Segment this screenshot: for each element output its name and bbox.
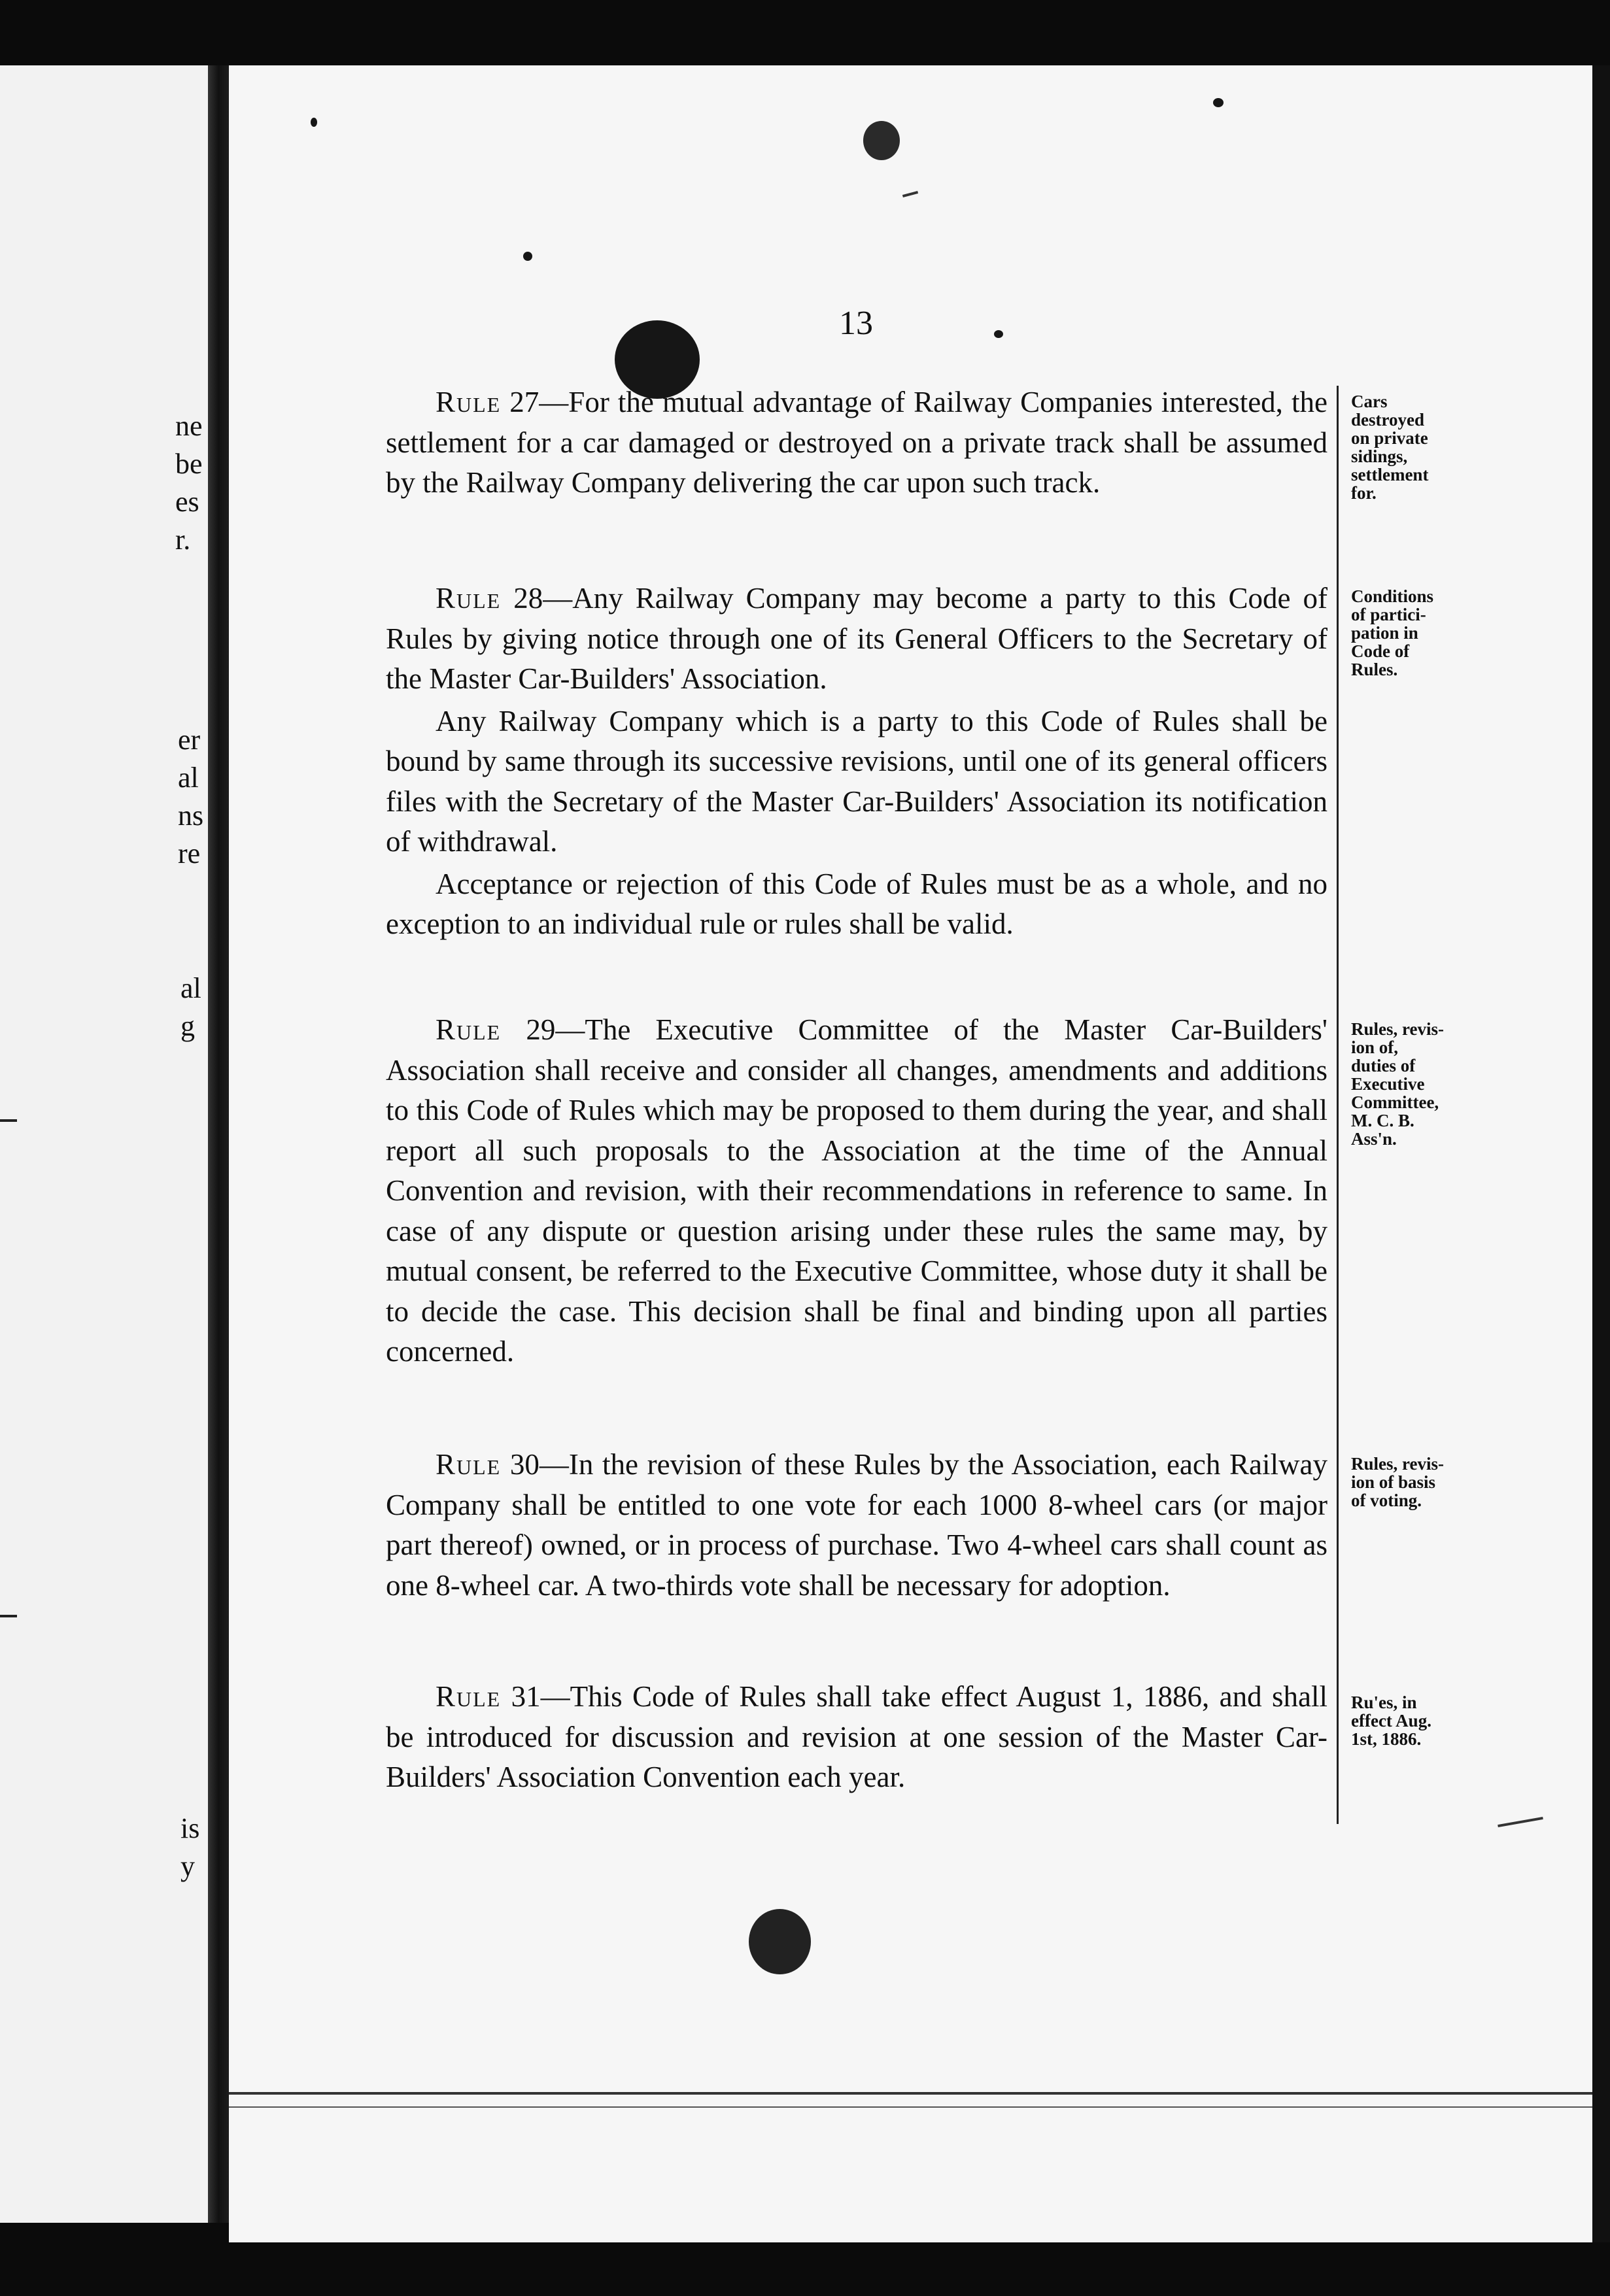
rule-27 — [386, 382, 1327, 503]
margin-note-line: Conditions — [1351, 586, 1434, 606]
margin-note-line: of partici- — [1351, 605, 1426, 624]
facing-page-text: r. — [175, 524, 191, 556]
rule-text: 29—The Executive Committee of the Master Car-Builders' Association shall receive and consider all changes, amendments and additions to this Code of Rules which may be proposed to them during the year, and shall report all such proposals to the Association at the time of the Annual Convention and revision, with their recommendations in reference to same. In case of any dispute or question arising under these rules the same may, by mutual consent, be referred to the Executive Committee, whose duty it shall be to decide the case. This decision shall be final and binding upon all parties concerned. — [386, 1013, 1327, 1368]
margin-note-line: Rules. — [1351, 660, 1398, 679]
rule-31 — [386, 1677, 1327, 1798]
rule-paragraph — [386, 1677, 1327, 1798]
speck — [994, 330, 1003, 338]
page-bottom-rule — [229, 2106, 1592, 2108]
facing-page-text: es — [175, 486, 199, 518]
margin-note-line: Ass'n. — [1351, 1129, 1397, 1149]
margin-note-rule-31 — [1351, 1693, 1475, 1748]
margin-note-rule-27 — [1351, 392, 1475, 502]
rule-29 — [386, 1010, 1327, 1372]
page-number: 13 — [839, 305, 873, 342]
margin-note-line: settlement — [1351, 465, 1429, 484]
rule-text: 31—This Code of Rules shall take effect August 1, 1886, and shall be introduced for discussion and revision at one session of the Master Car-Builders' Association Convention each year. — [386, 1680, 1327, 1793]
facing-page-text: y — [180, 1850, 195, 1882]
margin-note-line: Cars — [1351, 392, 1388, 411]
margin-note-line: effect Aug. — [1351, 1711, 1431, 1730]
rule-paragraph — [386, 579, 1327, 700]
margin-note-line: 1st, 1886. — [1351, 1729, 1422, 1749]
margin-note-rule-28 — [1351, 587, 1475, 679]
rule-text: 30—In the revision of these Rules by the Association, each Railway Company shall be entitled to one vote for each 1000 8-wheel cars (or major part thereof) owned, or in process of purchase. Two 4-wheel cars shall count as one 8-wheel car. A two-thirds vote shall be necessary for adoption. — [386, 1448, 1327, 1602]
rule-paragraph — [386, 1445, 1327, 1606]
facing-page-text: al — [180, 972, 201, 1004]
facing-page-text: is — [180, 1812, 200, 1844]
rule-lead: Rule — [436, 582, 502, 615]
margin-note-line: of voting. — [1351, 1491, 1422, 1510]
ink-blot — [749, 1909, 811, 1974]
scan-edge — [1592, 65, 1610, 2242]
rule-text: 28—Any Railway Company may become a party to this Code of Rules by giving notice through one of its General Officers to the Secretary of the Master Car-Builders' Association. — [386, 582, 1327, 695]
margin-note-rule-30 — [1351, 1455, 1475, 1510]
facing-page-rule — [0, 1119, 17, 1122]
margin-note-line: pation in — [1351, 623, 1418, 643]
facing-page-fragment — [0, 65, 208, 2223]
margin-note-line: destroyed — [1351, 410, 1424, 430]
page-bottom-rule — [229, 2092, 1592, 2095]
margin-note-line: Code of — [1351, 641, 1410, 661]
margin-note-line: duties of — [1351, 1056, 1416, 1075]
margin-note-line: Ru'es, in — [1351, 1693, 1417, 1712]
rule-lead: Rule — [436, 1448, 502, 1481]
rule-paragraph — [386, 864, 1327, 945]
margin-note-line: sidings, — [1351, 447, 1408, 466]
margin-note-line: Executive — [1351, 1074, 1425, 1094]
facing-page-text: g — [180, 1010, 195, 1042]
margin-note-line: Rules, revis- — [1351, 1019, 1444, 1039]
rule-text: Acceptance or rejection of this Code of Rules must be as a whole, and no exception to an individual rule or rules shall be valid. — [386, 867, 1327, 940]
rule-paragraph — [386, 1010, 1327, 1372]
facing-page-text: ns — [178, 800, 204, 832]
ink-smudge — [863, 121, 900, 160]
rule-lead: Rule — [436, 386, 502, 418]
rule-text: Any Railway Company which is a party to this Code of Rules shall be bound by same through its successive revisions, until one of its general officers files with the Secretary of the Master Car-Builders' Association its notification of withdrawal. — [386, 704, 1327, 858]
rule-paragraph — [386, 701, 1327, 862]
margin-note-rule-29 — [1351, 1020, 1475, 1148]
margin-rule — [1337, 386, 1339, 1824]
speck — [311, 118, 317, 127]
rule-lead: Rule — [436, 1013, 502, 1046]
facing-page-text: re — [178, 837, 201, 869]
facing-page-text: be — [175, 448, 203, 480]
margin-note-line: M. C. B. — [1351, 1111, 1414, 1130]
rule-lead: Rule — [436, 1680, 502, 1713]
margin-note-line: ion of, — [1351, 1038, 1399, 1057]
margin-note-line: Rules, revis- — [1351, 1454, 1444, 1474]
margin-note-line: Committee, — [1351, 1092, 1439, 1112]
margin-note-line: on private — [1351, 428, 1428, 448]
margin-note-line: for. — [1351, 483, 1377, 503]
speck — [523, 252, 532, 261]
facing-page-text: al — [178, 762, 199, 794]
rule-28 — [386, 579, 1327, 945]
margin-note-line: ion of basis — [1351, 1472, 1436, 1492]
facing-page-text: ne — [175, 410, 203, 442]
rule-30 — [386, 1445, 1327, 1606]
rule-text: 27—For the mutual advantage of Railway Companies interested, the settlement for a car damaged or destroyed on a private track shall be assumed by the Railway Company delivering the car upon such track. — [386, 386, 1327, 499]
rule-paragraph — [386, 382, 1327, 503]
facing-page-text: er — [178, 724, 201, 756]
speck — [1213, 98, 1224, 107]
facing-page-rule — [0, 1615, 17, 1617]
